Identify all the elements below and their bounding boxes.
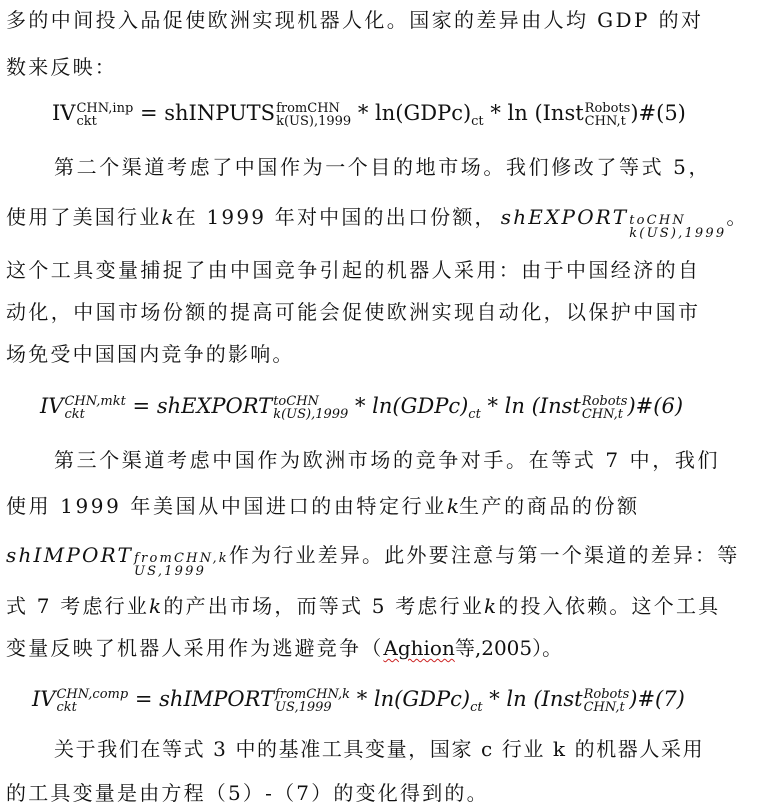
paragraph-3-line-5 <box>6 636 776 660</box>
math-k: k <box>484 594 499 618</box>
equation-5 <box>52 100 686 128</box>
eq-lhs: IV <box>52 101 76 125</box>
math-k: k <box>161 205 176 229</box>
eq-share-sub: k(US),1999 <box>273 406 349 422</box>
math-shexport-sub: k(US),1999 <box>629 226 727 241</box>
eq-share-sup: fromCHN,k <box>275 686 351 702</box>
eq-inst: * ln (Inst <box>483 101 584 125</box>
text-run: 动化，中国市场份额的提高可能会促使欧洲实现自动化，以保护中国市 <box>6 300 701 324</box>
equation-7 <box>32 686 685 714</box>
equation-6 <box>40 393 683 421</box>
eq-share-sub: k(US),1999 <box>276 113 352 129</box>
text-run: 式 7 考虑行业 <box>6 594 150 618</box>
eq-gdp: * ln(GDPc) <box>348 394 469 418</box>
eq-lhs: IV <box>32 687 56 711</box>
eq-share: shINPUTS <box>164 101 276 125</box>
text-run: 等,2005）。 <box>454 636 563 660</box>
eq-equals: = <box>133 101 165 125</box>
math-shexport: shEXPORT <box>500 205 629 229</box>
text-run: 作为行业差异。此外要注意与第一个渠道的差异：等 <box>228 543 740 567</box>
math-shimport-sub: US,1999 <box>134 564 207 579</box>
paragraph-2-line-3 <box>6 258 776 282</box>
eq-inst-sub: CHN,t <box>583 699 625 715</box>
paragraph-2-line-1 <box>6 155 776 179</box>
eq-tag: )#(5) <box>630 101 686 125</box>
math-k: k <box>446 494 459 518</box>
text-run: 第三个渠道考虑中国作为欧洲市场的竞争对手。在等式 7 中，我们 <box>54 448 721 472</box>
eq-lhs-sup: CHN,inp <box>76 100 134 116</box>
eq-inst-sup: Robots <box>584 100 631 116</box>
paragraph-2-line-5 <box>6 342 776 366</box>
paragraph-1-line-2 <box>6 55 776 79</box>
eq-lhs-sub: ckt <box>56 699 77 715</box>
eq-gdp: * ln(GDPc) <box>351 101 472 125</box>
eq-inst-sub: CHN,t <box>584 113 626 129</box>
paragraph-4-line-1 <box>6 737 776 761</box>
eq-share: shEXPORT <box>156 394 273 418</box>
eq-equals: = <box>128 687 160 711</box>
math-shexport-sup: toCHN <box>629 213 686 228</box>
eq-inst: * ln (Inst <box>482 687 583 711</box>
math-shimport-sup: fromCHN,k <box>134 551 229 566</box>
text-run: 变量反映了机器人采用作为逃避竞争（ <box>6 636 384 660</box>
eq-inst-sup: Robots <box>581 393 628 409</box>
text-run: 第二个渠道考虑了中国作为一个目的地市场。我们修改了等式 5， <box>54 155 712 179</box>
eq-lhs-sup: CHN,comp <box>56 686 129 702</box>
text-run: 的工具变量是由方程（5）-（7）的变化得到的。 <box>6 781 489 805</box>
eq-lhs-sub: ckt <box>64 406 85 422</box>
paragraph-2-line-4 <box>6 300 776 324</box>
eq-tag: )#(7) <box>629 687 685 711</box>
paragraph-3-line-4 <box>6 594 776 618</box>
eq-gdp-sub: ct <box>468 407 481 423</box>
text-run: 的投入依赖。这个工具 <box>498 594 721 618</box>
eq-share-sup: toCHN <box>273 393 319 409</box>
paragraph-2-line-2 <box>6 205 776 240</box>
paragraph-4-line-2 <box>6 781 776 805</box>
eq-lhs: IV <box>40 394 64 418</box>
text-run: 这个工具变量捕捉了由中国竞争引起的机器人采用：由于中国经济的自 <box>6 258 701 282</box>
eq-equals: = <box>125 394 157 418</box>
eq-gdp-sub: ct <box>470 700 483 716</box>
eq-gdp: * ln(GDPc) <box>350 687 471 711</box>
text-run: 在 1999 年对中国的出口份额， <box>175 205 497 229</box>
eq-inst-sup: Robots <box>583 686 630 702</box>
text-run: 使用 1999 年美国从中国进口的由特定行业 <box>6 494 447 518</box>
text-run: 数来反映： <box>6 55 117 79</box>
math-shimport: shIMPORT <box>6 543 134 567</box>
eq-inst: * ln (Inst <box>480 394 581 418</box>
citation-author: Aghion <box>383 636 455 660</box>
eq-tag: )#(6) <box>627 394 684 418</box>
paragraph-3-line-3 <box>6 543 776 578</box>
text-run: 生产的商品的份额 <box>458 494 640 518</box>
text-run: 使用了美国行业 <box>6 205 162 229</box>
paragraph-3-line-1 <box>6 448 776 472</box>
eq-share-sub: US,1999 <box>275 699 332 715</box>
math-k: k <box>149 594 164 618</box>
text-run: 场免受中国国内竞争的影响。 <box>6 342 295 366</box>
eq-lhs-sub: ckt <box>76 113 97 129</box>
text-run <box>6 494 640 518</box>
eq-gdp-sub: ct <box>471 114 484 130</box>
eq-share-sup: fromCHN <box>276 100 340 116</box>
text-run: 的产出市场，而等式 5 考虑行业 <box>163 594 485 618</box>
text-run: 多的中间投入品促使欧洲实现机器人化。国家的差异由人均 GDP 的对 <box>6 8 704 32</box>
eq-inst-sub: CHN,t <box>581 406 623 422</box>
paragraph-1-line-1 <box>6 8 776 32</box>
eq-lhs-sup: CHN,mkt <box>64 393 126 409</box>
paragraph-3-line-2 <box>6 494 776 518</box>
text-run: 。 <box>726 205 749 229</box>
eq-share: shIMPORT <box>159 687 275 711</box>
text-run: 关于我们在等式 3 中的基准工具变量，国家 c 行业 k 的机器人采用 <box>54 737 705 761</box>
